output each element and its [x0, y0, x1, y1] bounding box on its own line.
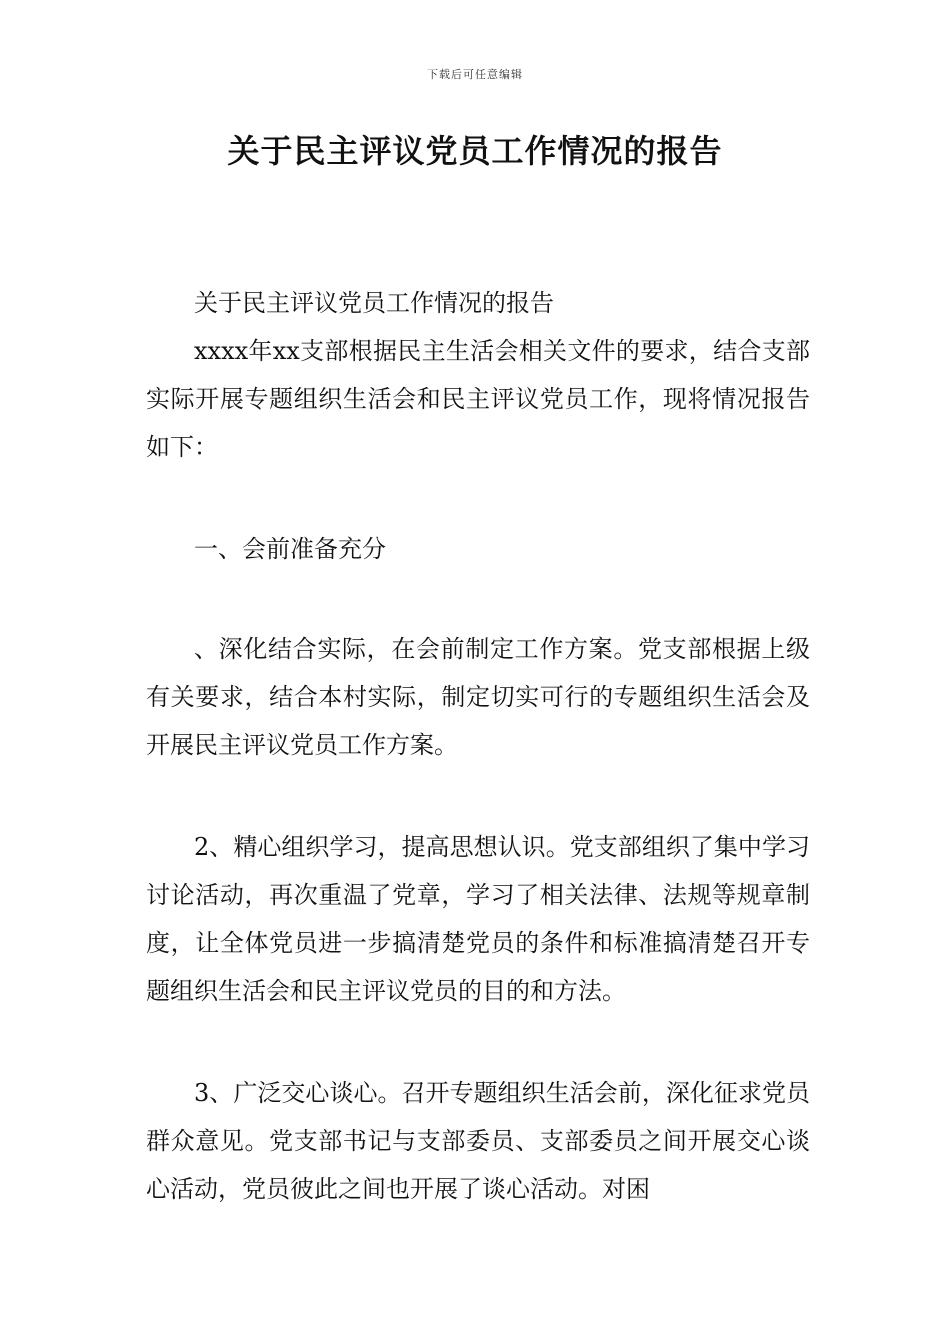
paragraph-subtitle: 关于民主评议党员工作情况的报告	[194, 289, 554, 317]
paragraph-item-1: 、深化结合实际，在会前制定工作方案。党支部根据上级有关要求，结合本村实际，制定切实可行的专题组织生活会及开展民主评议党员工作方案。	[146, 635, 810, 759]
document-title: 关于民主评议党员工作情况的报告	[227, 132, 723, 170]
paragraph-item-3: 3、广泛交心谈心。召开专题组织生活会前，深化征求党员群众意见。党支部书记与支部委员、支部委员之间开展交心谈心活动，党员彼此之间也开展了谈心活动。对困	[146, 1079, 810, 1203]
page-header-note: 下载后可任意编辑	[427, 68, 523, 81]
paragraph-item-2: 2、精心组织学习，提高思想认识。党支部组织了集中学习讨论活动，再次重温了党章，学习了相关法律、法规等规章制度，让全体党员进一步搞清楚党员的条件和标准搞清楚召开专题组织生活会和民主评议党员的目的和方法。	[146, 833, 810, 1005]
paragraph-intro: xxxx年xx支部根据民主生活会相关文件的要求，结合支部实际开展专题组织生活会和民主评议党员工作，现将情况报告如下：	[146, 337, 810, 461]
section-heading-1: 一、会前准备充分	[194, 535, 386, 563]
